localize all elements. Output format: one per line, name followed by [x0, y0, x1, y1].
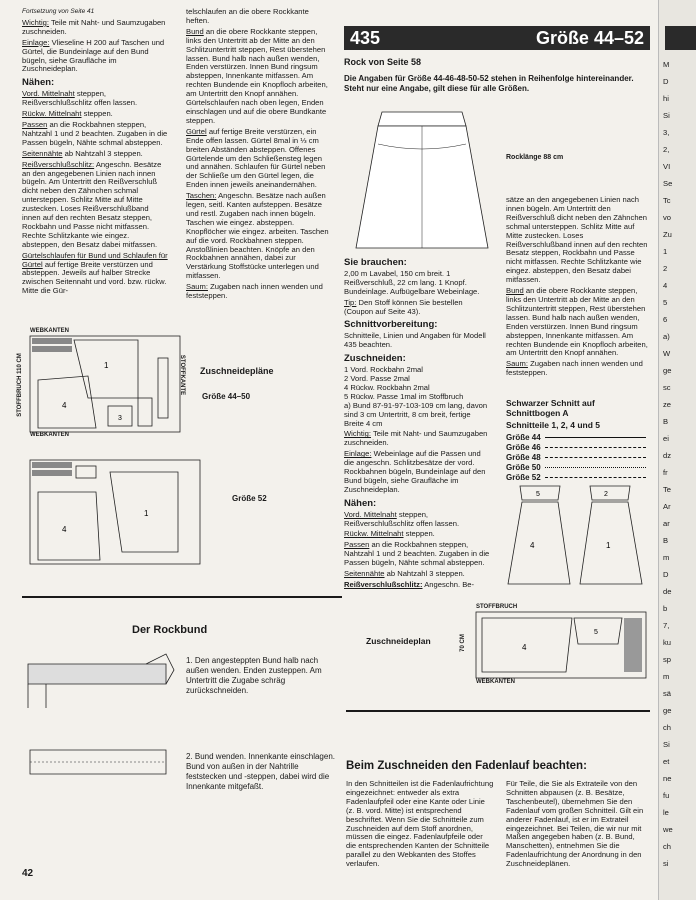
- edge-letter: de: [663, 587, 672, 596]
- cutting-plan-drawing: [18, 452, 208, 572]
- step-text: steppen.: [83, 109, 113, 119]
- right-text-column-2: [506, 196, 650, 380]
- edge-letter: Zu: [663, 230, 672, 239]
- left-text-column: [22, 8, 168, 298]
- next-page-edge: [658, 0, 696, 900]
- svg-text:1: 1: [144, 509, 149, 518]
- size-legend-row: [506, 462, 646, 472]
- edge-letter: 3,: [663, 128, 670, 137]
- step-label: Seitennähte: [22, 148, 63, 158]
- svg-text:5: 5: [536, 491, 540, 498]
- size-legend-label: Größe 48: [506, 452, 541, 462]
- waistband-drawing: [26, 746, 176, 786]
- edge-letter: D: [663, 570, 669, 579]
- cutting-item: 1 Vord. Rockbahn 2mal: [344, 365, 423, 375]
- cutting-item: 5 Rückw. Passe 1mal im Stoffbruch: [344, 391, 464, 401]
- waistband-step1-illustration: [26, 650, 176, 710]
- edge-letter: ch: [663, 842, 672, 851]
- edge-letter: le: [663, 808, 669, 817]
- size-legend: [506, 432, 646, 482]
- step-label: Reißverschlußschlitz:: [344, 580, 423, 589]
- step-text: an die Rockbahnen steppen, Nahtzahl 1 und 2 beachten. Zugaben in die Passen bügeln, Nähte schmal absteppen.: [22, 119, 168, 147]
- edge-letter: ei: [663, 434, 669, 443]
- grain-text-2: Für Teile, die Sie als Extrateile von den Schnitten abpausen (z. B. Besätze, Taschenbeutel), übernehmen Sie den Fadenlauf vom großen Schnitteil. Gilt ein anderer Fadenlauf, ist er im Extrateil eingezeichnet. Bei Teilen, die wir nur mit Maßen angegeben haben (z. B. Bund, Manschetten), entnehmen Sie die Fadenlaufrichtung der Anordnung in den Zuschneideplänen.: [506, 779, 644, 869]
- selvedge-bottom-label: WEBKANTEN: [476, 679, 515, 685]
- step-text: ab Nahtzahl 3 steppen.: [64, 148, 143, 158]
- pattern-pieces-drawing: [500, 484, 650, 590]
- rockbund-title: Der Rockbund: [132, 624, 208, 636]
- step-label: Taschen:: [186, 191, 217, 201]
- size-line-solid: [545, 437, 646, 438]
- grain-text-1: In den Schnitteilen ist die Fadenlaufrichtung eingezeichnet: entweder als extra Fadenlaufpfeil oder eine Kante oder Linie (z. B. vord. Mitte) ist entsprechend beschriftet. Wenn Sie die Schnitteile zum Zuschneiden auf dem Stoff anordnen, müssen die eingez. Fadenlaufpfeile oder die entsprechenden Kanten der Schnitteile parallel zu den Webkanten des Stoffes verlaufen.: [346, 779, 494, 869]
- cutting-plan-drawing: [459, 604, 648, 688]
- model-subtitle: Rock von Seite 58: [344, 57, 422, 67]
- edge-letter: m: [663, 553, 670, 562]
- step-text: Zugaben nach innen wenden und feststeppen.: [186, 282, 323, 301]
- step-label: Vord. Mittelnaht: [344, 509, 397, 519]
- continued-note: Fortsetzung von Seite 41: [22, 8, 95, 15]
- edge-letter: ze: [663, 400, 672, 409]
- edge-letter: et: [663, 757, 670, 766]
- cutting-item: 2 Vord. Passe 2mal: [344, 373, 410, 383]
- svg-text:4: 4: [62, 401, 67, 410]
- skirt-length-label: Rocklänge 88 cm: [506, 154, 564, 161]
- size-legend-row: [506, 452, 646, 462]
- size-52-label: Größe 52: [232, 494, 267, 503]
- pattern-pieces-illustration: [500, 484, 650, 590]
- step-label: Bund: [186, 26, 204, 36]
- size-line-dotted: [545, 467, 646, 468]
- edge-letter: B: [663, 536, 669, 545]
- size-legend-row: [506, 472, 646, 482]
- edge-letter: ar: [663, 519, 670, 528]
- edge-letter: 6: [663, 315, 668, 324]
- size-legend-row: [506, 442, 646, 452]
- grain-title: Beim Zuschneiden den Fadenlauf beachten:: [346, 760, 587, 772]
- wichtig-label: Wichtig:: [344, 429, 372, 439]
- step-text: auf fertige Breite verstürzen, ein Ende offen lassen. Gürtel 8mal in ⅓ cm breiten Abständen absteppen. Offenes Gürtelende um den Schließensteg legen und annähen. Schlaufen für Gürtel neben der Schließe um den Gürtel legen, die Enden innen jeweils aneinandernähen.: [186, 126, 326, 190]
- step-label: Passen: [344, 540, 370, 550]
- step-text: steppen.: [405, 529, 435, 539]
- cutting-plans-title: Zuschneidepläne: [200, 366, 274, 376]
- edge-letter: M: [663, 60, 670, 69]
- right-text-column-1: [344, 254, 492, 592]
- step-text: steppen, Reißverschlußschlitz offen lassen.: [22, 89, 138, 108]
- edge-letter: 5: [663, 298, 668, 307]
- edge-letter: sc: [663, 383, 671, 392]
- edge-letter: Te: [663, 485, 672, 494]
- pattern-parts-label: Schnitteile 1, 2, 4 und 5: [506, 420, 600, 430]
- skirt-drawing: [352, 104, 492, 254]
- size-44-50-label: Größe 44–50: [202, 392, 251, 401]
- step-label: Passen: [22, 119, 48, 129]
- fold-label: STOFFBRUCH 110 CM: [16, 353, 23, 417]
- cutting-heading: Zuschneiden:: [344, 353, 406, 365]
- needs-heading: Sie brauchen:: [344, 257, 407, 268]
- edge-letter: W: [663, 349, 671, 358]
- selvedge-bottom-label: WEBKANTEN: [30, 432, 69, 438]
- size-line-longdash: [545, 457, 646, 458]
- edge-letter: sä: [663, 689, 672, 698]
- edge-letter: fu: [663, 791, 670, 800]
- edge-letter: ne: [663, 774, 672, 783]
- step-text: an die Rockbahnen steppen, Nahtzahl 1 und 2 beachten. Zugaben in die Passen bügeln, Nähte schmal absteppen.: [344, 540, 490, 568]
- step-label: Gürtelschlaufen für Bund und Schlaufen für Gürtel: [22, 250, 168, 269]
- svg-text:3: 3: [118, 415, 122, 422]
- size-legend-label: Größe 52: [506, 472, 541, 482]
- width-label: 70 CM: [459, 634, 466, 652]
- svg-text:4: 4: [530, 541, 535, 550]
- edge-letter: sp: [663, 655, 672, 664]
- size-legend-label: Größe 50: [506, 462, 541, 472]
- edge-letter: dz: [663, 451, 672, 460]
- skirt-illustration: [352, 104, 492, 254]
- edge-letter: m: [663, 672, 670, 681]
- einlage-label: Einlage:: [22, 37, 50, 47]
- para-text: sätze an den angegebenen Linien nach innen bügeln. Am Untertritt den Reißverschluß dicht neben den Zähnchen schmal untersteppen. Schlitz Mitte auf Mitte zustecken. Loses Reißverschlußband innen auf den rechten Besatz steppen, Rockbahn und Passe nicht mitfassen. Rechte Schlitzkante wie eingez. absteppen, den Besatz dabei mitfassen.: [506, 195, 648, 285]
- size-line-dashdot: [545, 477, 646, 478]
- naehen-heading: Nähen:: [344, 497, 377, 509]
- naehen-heading: Nähen:: [22, 77, 55, 89]
- edge-letter-list: [663, 56, 673, 872]
- waistband-drawing: [26, 650, 176, 710]
- einlage-text: Webeinlage auf die Passen und die angeschn. Schlitzbesätze der vord. Rockbahnen bügeln, Bundeinlage auf den Bund bügeln, siehe Graufläche im Zuschneideplan.: [344, 449, 486, 494]
- wichtig-text: Teile mit Naht- und Saumzugaben zuschneiden.: [22, 17, 166, 36]
- edge-letter: VI: [663, 162, 671, 171]
- edge-letter: ku: [663, 638, 672, 647]
- selvedge-top-label: WEBKANTEN: [30, 328, 69, 334]
- step-label: Bund: [506, 286, 524, 296]
- fold-top-label: STOFFBRUCH: [476, 604, 518, 610]
- step-text: Angeschn. Besätze an den angegebenen Linien nach innen bügeln. Am Untertritt den Reißverschluß dicht neben den Zähnchen schmal untersteppen. Schlitz Mitte auf Mitte zustecken. Loses Reißverschlußband innen auf den rechten Besatz steppen, Rockbahn und Passe nicht mitfassen. Rechte Schlitzkante wie eingez. absteppen, den Besatz dabei mitfassen.: [22, 159, 162, 249]
- edge-letter: D: [663, 77, 669, 86]
- cutting-item: 4 Rückw. Rockbahn 2mal: [344, 382, 430, 392]
- einlage-label: Einlage:: [344, 449, 372, 459]
- edge-letter: ge: [663, 706, 672, 715]
- edge-letter: Tc: [663, 196, 671, 205]
- step-label: Rückw. Mittelnaht: [22, 109, 82, 119]
- prep-heading: Schnittvorbereitung:: [344, 319, 438, 331]
- step-text: an die obere Rockkante steppen, links den Untertritt ab der Mitte an den Schlitzuntertritt steppen, Rest überstehen lassen. Bund halb nach außen wenden, Enden verstürzen. Innen Bund ringsum absteppen, Innenkante mitfassen. Am rechten Bundende ein Knopfloch arbeiten, am Untertritt den Knopf annähen.: [506, 286, 648, 358]
- para-text: telschlaufen an die obere Rockkante heften.: [186, 7, 309, 25]
- step-label: Saum:: [186, 282, 208, 292]
- svg-text:5: 5: [594, 629, 598, 636]
- step-label: Rückw. Mittelnaht: [344, 529, 404, 539]
- edge-letter: ch: [663, 723, 672, 732]
- size-line-dashed: [545, 447, 646, 448]
- tip-label: Tip:: [344, 297, 357, 307]
- step-text: Angeschn. Be-: [424, 580, 475, 589]
- step-label: Saum:: [506, 359, 528, 369]
- cutting-plan-drawing: [18, 328, 188, 440]
- size-legend-label: Größe 46: [506, 442, 541, 452]
- page-number: 42: [22, 868, 34, 879]
- prep-text: Schnitteile, Linien und Angaben für Modell 435 beachten.: [344, 331, 486, 350]
- next-page-banner: [665, 26, 696, 50]
- waistband-step2-illustration: [26, 746, 176, 786]
- edge-letter: Se: [663, 179, 673, 188]
- step-label: Vord. Mittelnaht: [22, 89, 75, 99]
- needs-text: 2,00 m Lavabel, 150 cm breit. 1 Reißverschluß, 22 cm lang. 1 Knopf. Bundeinlage. Aufbügelbare Webeinlage.: [344, 268, 480, 296]
- rockbund-step1: 1. Den angesteppten Bund halb nach außen wenden. Enden zusteppen. Am Untertritt die Zugabe schräg zurückschneiden.: [186, 656, 322, 695]
- step-label: Reißverschlußschlitz:: [22, 159, 95, 169]
- edge-letter: Ar: [663, 502, 671, 511]
- step-label: Gürtel: [186, 126, 207, 136]
- svg-text:1: 1: [606, 541, 611, 550]
- step-text: Zugaben nach innen wenden und feststeppen.: [506, 359, 643, 378]
- edge-letter: Si: [663, 111, 670, 120]
- size-legend-label: Größe 44: [506, 432, 541, 442]
- step-text: Angeschn. Besätze nach außen legen, seitl. Kanten aufsteppen. Besätze und restl. Zugaben nach innen bügeln. Taschen wie eingez. absteppen. Knopflöcher wie eingez. arbeiten. Taschen auf die vord. Rockbahnen steppen. Anstoßlinien beachten. Knöpfe an den Rockbahnen annähen, dabei zur Verstärkung Stoffstücke unterlegen und mitfassen.: [186, 191, 329, 281]
- divider: [346, 710, 650, 712]
- size-intro: Die Angaben für Größe 44-46-48-50-52 stehen in Reihenfolge hintereinander. Steht nur eine Angabe, gilt diese für alle Größen.: [344, 74, 634, 93]
- divider: [22, 596, 342, 598]
- edge-letter: 4: [663, 281, 668, 290]
- model-number: 435: [350, 28, 381, 48]
- step-text: auf fertige Breite verstürzen und absteppen. Jeweils auf halber Strecke zwischen Seitennaht und vord. bzw. rückw. Mitte die Gür-: [22, 259, 167, 296]
- edge-letter: ge: [663, 366, 672, 375]
- rockbund-step2: 2. Bund wenden. Innenkante einschlagen. Bund von außen in der Nahtrille feststecken und -steppen, dabei wird die Innenkante mitgefaßt.: [186, 752, 336, 791]
- cutting-plan-title: Zuschneideplan: [366, 636, 431, 646]
- edge-letter: Si: [663, 740, 670, 749]
- svg-text:4: 4: [522, 643, 527, 652]
- model-banner: [344, 26, 650, 50]
- edge-letter: B: [663, 417, 669, 426]
- svg-text:4: 4: [62, 525, 67, 534]
- edge-letter: vo: [663, 213, 672, 222]
- edge-letter: 1: [663, 247, 668, 256]
- size-legend-row: [506, 432, 646, 442]
- edge-letter: hi: [663, 94, 669, 103]
- step-label: Seitennähte: [344, 569, 385, 579]
- model-size-range: Größe 44–52: [535, 28, 644, 48]
- tip-text: Den Stoff können Sie bestellen (Coupon auf Seite 43).: [344, 297, 463, 316]
- svg-text:2: 2: [604, 491, 608, 498]
- edge-letter: we: [663, 825, 673, 834]
- edge-letter: b: [663, 604, 668, 613]
- edge-letter: 7,: [663, 621, 670, 630]
- cutting-item: a) Bund 87-91-97-103-109 cm lang, davon sind 3 cm Untertritt, 8 cm breit, fertige Breite 4 cm: [344, 400, 488, 428]
- edge-letter: 2: [663, 264, 668, 273]
- wichtig-label: Wichtig:: [22, 17, 50, 27]
- edge-letter: fr: [663, 468, 668, 477]
- step-text: an die obere Rockkante steppen, links den Untertritt ab der Mitte an den Schlitzuntertritt steppen, Rest überstehen lassen. Bund halb nach außen wenden, Enden verstürzen. Innen Bund ringsum absteppen, Innenkante mitfassen. Am rechten Bundende ein Knopfloch arbeiten, am Untertritt den Knopf annähen. Gürtelschlaufen nach oben legen, Enden einschlagen und auf die obere Bundkante steppen.: [186, 26, 328, 125]
- edge-letter: 2,: [663, 145, 670, 154]
- edge-letter: a): [663, 332, 670, 341]
- cutting-plan-right: [459, 604, 648, 688]
- edge-letter: si: [663, 859, 669, 868]
- step-text: steppen, Reißverschlußschlitz offen lassen.: [344, 509, 460, 528]
- svg-text:1: 1: [104, 361, 109, 370]
- middle-text-column: [186, 8, 332, 303]
- step-text: ab Nahtzahl 3 steppen.: [386, 569, 465, 579]
- wichtig-text: Teile mit Naht- und Saumzugaben zuschneiden.: [344, 429, 488, 448]
- cutting-plan-44-50: [18, 328, 188, 440]
- einlage-text: Vlieseline H 200 auf Taschen und Gürtel, die Bundeinlage auf den Bund bügeln, siehe Grauflächе im Zuschneideplan.: [22, 37, 165, 74]
- cutting-plan-52: [18, 452, 208, 572]
- black-pattern-title: Schwarzer Schnitt auf Schnittbogen A: [506, 398, 595, 418]
- fabric-edge-label: STOFFKANTE: [179, 354, 186, 396]
